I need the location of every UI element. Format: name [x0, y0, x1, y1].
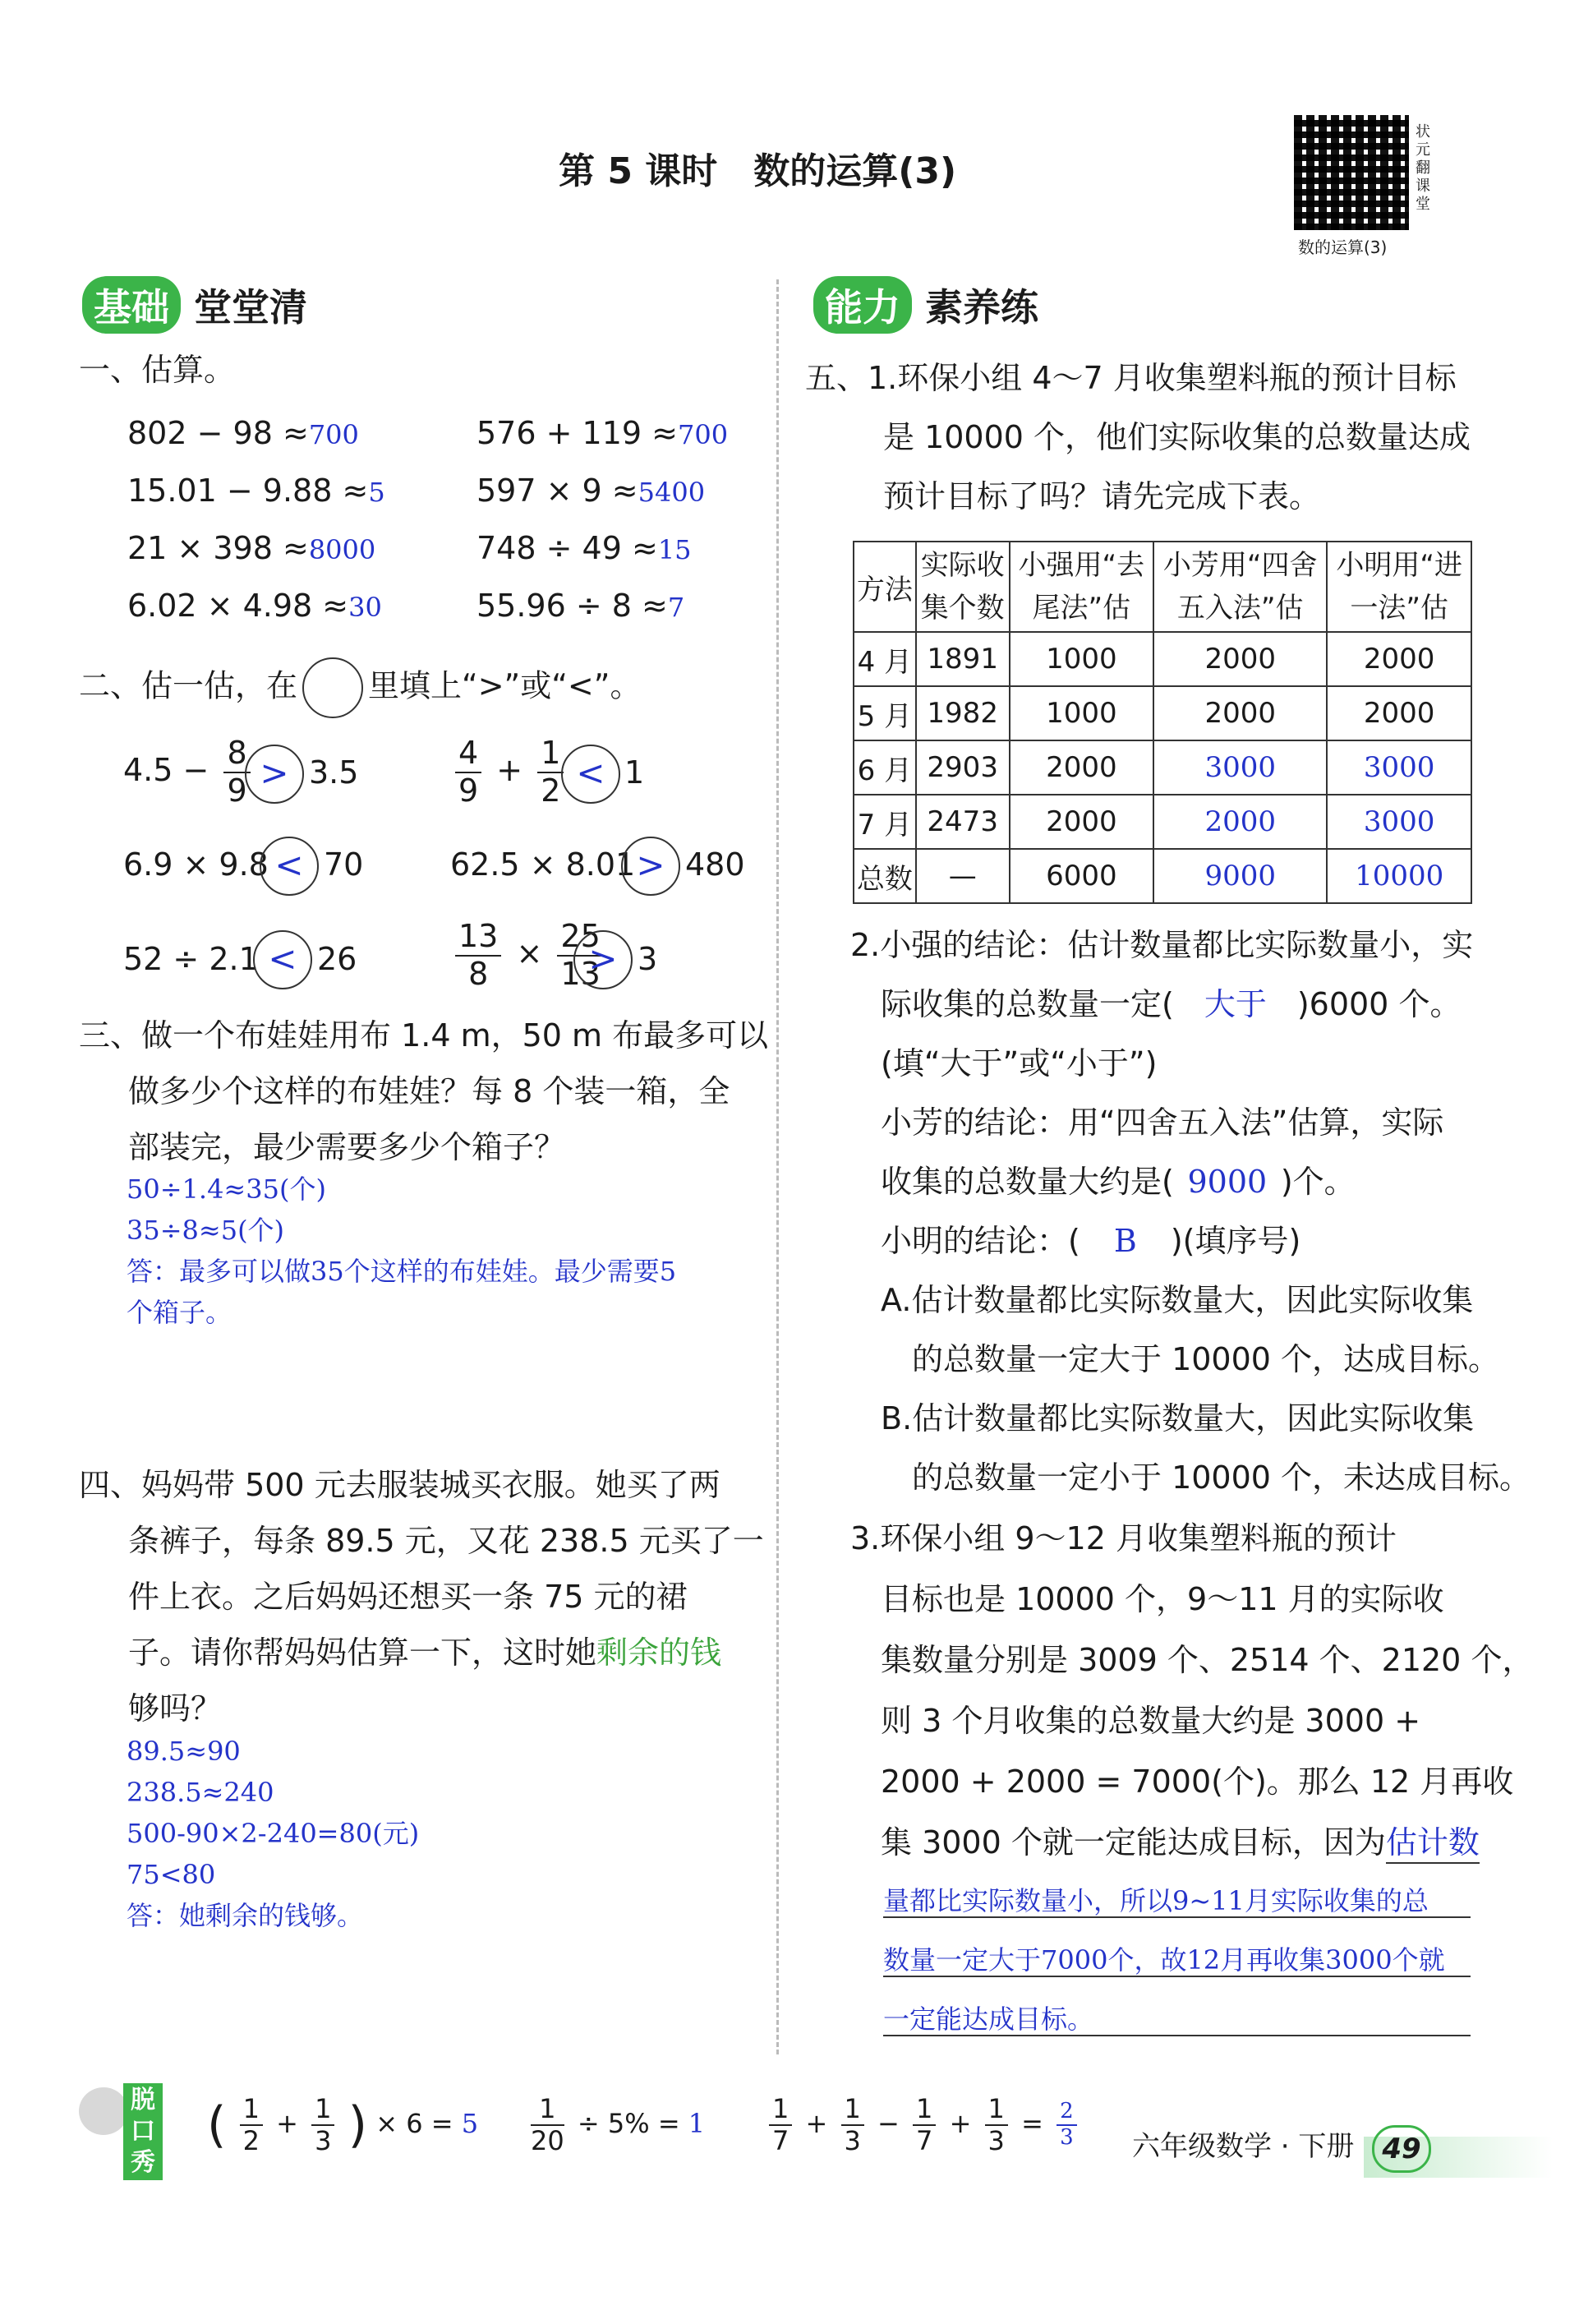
table-cell: 6 月 — [854, 740, 916, 795]
fraction — [537, 735, 564, 809]
table-cell: 2000 — [1327, 632, 1471, 686]
table-header-text: 小强用“去 — [1018, 549, 1145, 582]
numerator: 1 — [985, 2094, 1008, 2126]
estimate-expr: 21 × 398 ≈ — [127, 530, 309, 566]
minus-sign: − — [877, 2107, 900, 2139]
q5-2-line — [881, 1223, 1300, 1261]
footer-badge: 脱口秀 — [123, 2083, 163, 2180]
denominator: 3 — [315, 2124, 332, 2156]
q4-answer: 75<80 — [127, 1859, 216, 1890]
expr-post: 1 — [624, 754, 645, 791]
fraction — [455, 919, 501, 992]
fraction — [531, 2094, 564, 2156]
numerator: 1 — [769, 2094, 792, 2126]
plus-sign: + — [276, 2107, 298, 2139]
fraction — [311, 2094, 334, 2156]
footer-expr-2 — [526, 2094, 705, 2156]
estimate-expr: 597 × 9 ≈ — [476, 473, 638, 509]
option-b-line: B.估计数量都比实际数量大，因此实际收集 — [881, 1400, 1475, 1436]
q5-1-line: 是 10000 个，他们实际收集的总数量达成 — [883, 419, 1471, 455]
compare-circle[interactable]: > — [621, 837, 680, 896]
q2-label-a: 二、估一估，在 — [79, 667, 298, 704]
numerator: 1 — [531, 2094, 564, 2126]
table-cell: 1000 — [1010, 632, 1153, 686]
table-cell: 2000 — [1010, 795, 1153, 849]
q4-answer: 89.5≈90 — [127, 1736, 241, 1767]
estimate-expr: 55.96 ÷ 8 ≈ — [476, 588, 668, 624]
q4-line: 四、妈妈带 500 元去服装城买衣服。她买了两 — [79, 1467, 720, 1503]
expr-post: 70 — [324, 846, 364, 883]
compare-circle[interactable]: < — [260, 837, 319, 896]
estimate-expr: 6.02 × 4.98 ≈ — [127, 588, 349, 624]
estimate-item — [127, 473, 385, 510]
q5-3-line — [881, 1824, 1480, 1864]
table-row — [854, 740, 1471, 795]
expr-rest: ÷ 5% = — [577, 2107, 680, 2139]
estimate-table — [853, 541, 1472, 904]
fraction — [240, 2094, 263, 2156]
q5-2-line: (填“大于”或“小于”) — [881, 1045, 1158, 1081]
table-cell: 1000 — [1010, 686, 1153, 740]
table-cell[interactable]: 10000 — [1327, 849, 1471, 903]
fraction-answer — [1057, 2100, 1077, 2151]
table-cell: 1982 — [916, 686, 1010, 740]
estimate-item — [476, 530, 692, 568]
q5-2-text: )(填序号) — [1170, 1223, 1301, 1259]
q5-2-text: 小明的结论：( — [881, 1223, 1080, 1259]
denominator: 3 — [987, 2124, 1005, 2156]
denominator: 3 — [844, 2124, 861, 2156]
table-header — [1327, 542, 1471, 632]
q4-line: 够吗？ — [128, 1690, 223, 1727]
q3-line: 做多少个这样的布娃娃？每 8 个装一箱，全 — [128, 1073, 730, 1109]
table-cell: — — [916, 849, 1010, 903]
q4-answer: 238.5≈240 — [127, 1777, 274, 1808]
q5-2-text: )6000 个。 — [1296, 986, 1462, 1022]
expr-post: 26 — [317, 941, 357, 977]
table-row — [854, 849, 1471, 903]
numerator: 1 — [311, 2094, 334, 2126]
table-cell: 7 月 — [854, 795, 916, 849]
table-row — [854, 686, 1471, 740]
compare-circle[interactable]: > — [245, 745, 304, 804]
section-title: 素养练 — [925, 285, 1039, 330]
q3-answer: 答：最多可以做35个这样的布娃娃。最少需要5 — [127, 1256, 677, 1287]
estimate-item — [476, 588, 684, 625]
section-badge: 基础 — [82, 276, 181, 334]
fraction — [769, 2094, 792, 2156]
numerator: 1 — [240, 2094, 263, 2126]
fraction — [455, 735, 481, 809]
paren-close: ) — [348, 2096, 368, 2154]
footer-expr-1 — [207, 2094, 478, 2156]
expr-pre: 62.5 × 8.01 — [450, 846, 636, 883]
equals-sign: = — [1021, 2107, 1043, 2139]
table-cell: 4 月 — [854, 632, 916, 686]
footer-expr-3 — [764, 2094, 1082, 2156]
denominator: 9 — [458, 772, 479, 809]
table-header — [1153, 542, 1327, 632]
fraction — [913, 2094, 936, 2156]
qr-caption: 数的运算(3) — [1298, 237, 1388, 257]
numerator: 1 — [913, 2094, 936, 2126]
table-header-text: 五入法”估 — [1176, 592, 1304, 625]
q3-answer: 35÷8≈5(个) — [127, 1215, 285, 1246]
expr-rest: × 6 = — [375, 2107, 453, 2139]
expr-pre: 6.9 × 9.8 — [123, 846, 269, 883]
denominator: 3 — [1060, 2124, 1074, 2150]
table-cell: 总数 — [854, 849, 916, 903]
table-cell[interactable]: 3000 — [1153, 740, 1327, 795]
expr-post: 480 — [685, 846, 745, 883]
q5-2-text: 收集的总数量大约是( — [881, 1164, 1174, 1200]
table-header — [916, 542, 1010, 632]
estimate-answer[interactable]: 5 — [368, 477, 385, 508]
q4-highlight: 剩余的钱 — [596, 1635, 722, 1671]
q5-1-line: 预计目标了吗？请先完成下表。 — [883, 478, 1321, 514]
answer-blank[interactable]: 9000 — [1187, 1164, 1268, 1200]
denominator: 13 — [560, 955, 601, 992]
estimate-answer[interactable]: 700 — [308, 419, 359, 450]
expr-pre: 52 ÷ 2.1 — [123, 941, 259, 977]
table-cell[interactable]: 9000 — [1153, 849, 1327, 903]
estimate-answer[interactable]: 700 — [677, 419, 729, 450]
q3-answer: 50÷1.4≈35(个) — [127, 1174, 326, 1205]
expr-pre: 4.5 − — [123, 752, 209, 789]
table-cell: 5 月 — [854, 686, 916, 740]
estimate-expr: 748 ÷ 49 ≈ — [476, 530, 658, 566]
numerator: 13 — [455, 919, 501, 957]
compare-circle[interactable]: > — [573, 930, 633, 989]
table-cell[interactable]: 3000 — [1327, 740, 1471, 795]
numerator: 1 — [841, 2094, 864, 2126]
section-title: 堂堂清 — [194, 285, 308, 330]
expr-post: 3 — [638, 941, 658, 977]
table-cell: 2000 — [1327, 686, 1471, 740]
estimate-item — [476, 415, 728, 453]
estimate-answer[interactable]: 7 — [667, 592, 685, 623]
book-name: 六年级数学 · 下册 — [1132, 2130, 1355, 2163]
q5-1-line: 五、1.环保小组 4～7 月收集塑料瓶的预计目标 — [805, 360, 1457, 396]
estimate-answer[interactable]: 5400 — [638, 477, 706, 508]
q2-r1b — [450, 735, 569, 809]
table-header-text: 尾法”估 — [1032, 592, 1131, 625]
table-header-text: 集个数 — [920, 592, 1005, 625]
footer-answer: 5 — [461, 2107, 479, 2139]
answer-blank[interactable]: B — [1113, 1223, 1137, 1259]
q2-r1a — [123, 735, 255, 809]
answer-line[interactable]: 估计数 — [1386, 1824, 1480, 1864]
table-cell: 2903 — [916, 740, 1010, 795]
q2-label-b: 里填上“>”或“<”。 — [368, 667, 642, 704]
plus-sign: + — [496, 752, 523, 789]
page-title: 第 5 课时 数的运算(3) — [559, 150, 957, 192]
table-header-text: 方法 — [856, 573, 913, 606]
table-cell: 1891 — [916, 632, 1010, 686]
table-header-row — [854, 542, 1471, 632]
answer-line[interactable]: 数量一定大于7000个，故12月再收集3000个就 — [883, 1944, 1471, 1977]
table-header-text: 小明用“进 — [1336, 549, 1462, 582]
table-header — [1010, 542, 1153, 632]
expr-post: 3.5 — [309, 754, 359, 791]
column-divider — [776, 279, 779, 2054]
numerator: 1 — [537, 735, 564, 773]
estimate-item — [127, 415, 359, 453]
q5-2-text: )个。 — [1280, 1164, 1356, 1200]
estimate-answer[interactable]: 15 — [657, 534, 692, 565]
option-a-line: A.估计数量都比实际数量大，因此实际收集 — [881, 1282, 1474, 1318]
table-cell: 2000 — [1153, 632, 1327, 686]
answer-line[interactable]: 一定能达成目标。 — [883, 2004, 1471, 2036]
table-cell: 2000 — [1153, 686, 1327, 740]
section-header-ability — [813, 276, 1038, 334]
qr-code[interactable] — [1294, 115, 1409, 230]
denominator: 8 — [468, 955, 489, 992]
q5-3-line: 则 3 个月收集的总数量大约是 3000 + — [881, 1703, 1421, 1739]
numerator: 25 — [557, 919, 603, 957]
times-sign: × — [516, 935, 543, 972]
q5-3-text: 集 3000 个就一定能达成目标，因为 — [881, 1824, 1386, 1861]
q4-answer: 500-90×2-240=80(元) — [127, 1818, 420, 1849]
q5-3-line: 3.环保小组 9～12 月收集塑料瓶的预计 — [850, 1520, 1397, 1556]
estimate-item — [127, 588, 382, 625]
footer-answer: 1 — [688, 2107, 706, 2139]
table-cell[interactable]: 3000 — [1327, 795, 1471, 849]
answer-blank[interactable]: 大于 — [1204, 986, 1267, 1022]
q4-line: 条裤子，每条 89.5 元，又花 238.5 元买了一 — [128, 1523, 764, 1559]
q2-label — [79, 657, 641, 718]
table-cell: 2473 — [916, 795, 1010, 849]
table-row — [854, 632, 1471, 686]
q5-2-line: 2.小强的结论：估计数量都比实际数量小，实 — [850, 927, 1474, 963]
table-row — [854, 795, 1471, 849]
answer-line[interactable]: 量都比实际数量小，所以9~11月实际收集的总 — [883, 1885, 1471, 1918]
estimate-item — [476, 473, 705, 510]
plus-sign: + — [949, 2107, 972, 2139]
q4-line — [128, 1635, 721, 1672]
table-body — [854, 632, 1471, 903]
q3-line: 三、做一个布娃娃用布 1.4 m，50 m 布最多可以 — [79, 1017, 769, 1054]
denominator: 7 — [772, 2124, 790, 2156]
q5-3-line: 2000 + 2000 = 7000(个)。那么 12 月再收 — [881, 1764, 1514, 1800]
estimate-expr: 802 − 98 ≈ — [127, 415, 309, 451]
denominator: 9 — [227, 772, 247, 809]
mascot-icon — [79, 2087, 128, 2135]
compare-circle[interactable]: < — [561, 745, 620, 804]
numerator: 2 — [1057, 2100, 1077, 2126]
numerator: 4 — [455, 735, 481, 773]
empty-circle-icon — [302, 657, 363, 718]
q3-line: 部装完，最少需要多少个箱子？ — [128, 1129, 566, 1165]
section-header-basic — [82, 276, 307, 334]
q5-2-text: 际收集的总数量一定( — [881, 986, 1174, 1022]
table-cell: 2000 — [1010, 740, 1153, 795]
table-cell[interactable]: 2000 — [1153, 795, 1327, 849]
denominator: 7 — [916, 2124, 933, 2156]
denominator: 20 — [531, 2124, 564, 2156]
q1-label: 一、估算。 — [79, 352, 236, 388]
table-header-text: 小芳用“四舍 — [1162, 549, 1318, 582]
qr-label: 状元翻课堂 — [1416, 123, 1430, 213]
estimate-answer[interactable]: 8000 — [308, 534, 376, 565]
estimate-item — [127, 530, 375, 568]
q5-2-line — [881, 1164, 1356, 1201]
estimate-expr: 15.01 − 9.88 ≈ — [127, 473, 369, 509]
section-badge: 能力 — [813, 276, 912, 334]
q4-line: 件上衣。之后妈妈还想买一条 75 元的裙 — [128, 1579, 688, 1615]
option-a-line: 的总数量一定大于 10000 个，达成目标。 — [912, 1341, 1500, 1377]
fraction — [985, 2094, 1008, 2156]
q4-answer: 答：她剩余的钱够。 — [127, 1900, 364, 1931]
estimate-expr: 576 + 119 ≈ — [476, 415, 678, 451]
paren-open: ( — [207, 2096, 227, 2154]
q5-3-line: 集数量分别是 3009 个、2514 个、2120 个， — [881, 1642, 1534, 1678]
q5-2-line: 小芳的结论：用“四舍五入法”估算，实际 — [881, 1104, 1444, 1141]
denominator: 2 — [541, 772, 561, 809]
q5-3-line: 目标也是 10000 个，9～11 月的实际收 — [881, 1581, 1444, 1617]
denominator: 2 — [242, 2124, 260, 2156]
plus-sign: + — [805, 2107, 828, 2139]
page-number: 49 — [1372, 2125, 1431, 2173]
q3-answer: 个箱子。 — [127, 1297, 232, 1328]
numerator: 8 — [223, 735, 250, 773]
table-header-text: 一法”估 — [1350, 592, 1448, 625]
fraction — [841, 2094, 864, 2156]
q5-2-line — [881, 986, 1461, 1024]
table-header — [854, 542, 916, 632]
estimate-answer[interactable]: 30 — [348, 592, 382, 623]
table-cell: 6000 — [1010, 849, 1153, 903]
compare-circle[interactable]: < — [253, 930, 312, 989]
table-header-text: 实际收 — [920, 549, 1005, 582]
q4-line-text: 子。请你帮妈妈估算一下，这时她 — [128, 1635, 597, 1671]
option-b-line: 的总数量一定小于 10000 个，未达成目标。 — [912, 1459, 1531, 1496]
